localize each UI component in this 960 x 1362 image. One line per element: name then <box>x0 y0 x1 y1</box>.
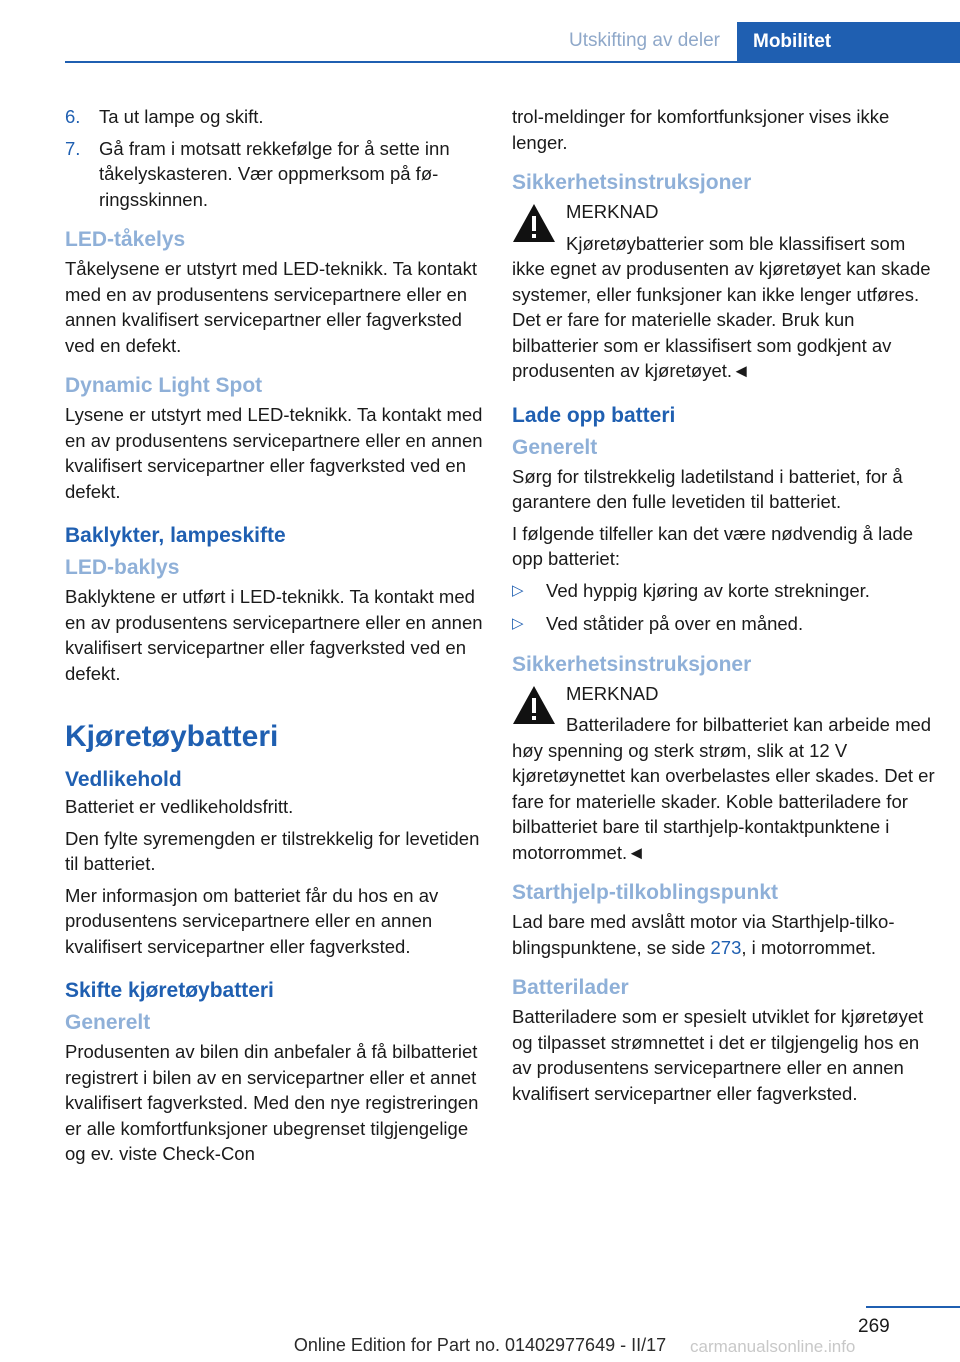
list-item <box>512 578 936 604</box>
heading-safety: Sikkerhetsinstruksjoner <box>512 171 752 194</box>
heading-battery-charger: Batterilader <box>512 976 629 999</box>
heading-led-fog: LED-tåkelys <box>65 228 186 251</box>
heading-general: Generelt <box>512 435 598 459</box>
list-item <box>512 611 936 637</box>
paragraph: Tåkelysene er utstyrt med LED-teknikk. Ta kontakt med en av produsentens servicepartnere eller en annen kvalifisert servicepartner eller fagverksted ved en defekt. <box>65 258 477 356</box>
footer-edition: Online Edition for Part no. 01402977649 - II/17 <box>293 1335 667 1355</box>
paragraph: Produsenten av bilen din anbefaler å få bilbatteriet registrert i bilen av en servicepartner eller et annet kvalifisert fagverksted. Med den nye registreringen er alle komfortfunksjoner ubegrenset tilgjengelige og ev. viste Check-Con <box>65 1041 479 1164</box>
paragraph <box>512 909 936 960</box>
paragraph: Mer informasjon om batteriet får du hos en av produsentens servicepartnere eller en annen kvalifisert servicepartner eller fagverksted. <box>65 884 439 957</box>
header-chapter-tab: Mobilitet <box>737 22 960 62</box>
page-number: 269 <box>858 1316 890 1337</box>
bullet-text: Ved ståtider på over en måned. <box>546 613 804 634</box>
paragraph: Batteriladere som er spesielt utviklet for kjøretøyet og tilpasset strømnettet i det er tilgjengelig hos en av produsentens servicepartnere eller en annen kvalifisert servicepartner eller fagverksted. <box>512 1006 924 1104</box>
step-number: 7. <box>65 137 81 159</box>
warning-text: Kjøretøybatterier som ble klassifisert som ikke egnet av produsenten av kjøretøyet kan skade systemer, eller funksjoner kan ikke lenger utføres. Det er fare for materielle skader. Bruk kun bilbatterier som er klassifisert som godkjent av produsenten av kjøretøyet.◄ <box>512 232 931 381</box>
steps-list <box>65 104 483 212</box>
warning-triangle-icon <box>512 203 556 243</box>
heading-dynamic-light-spot: Dynamic Light Spot <box>65 374 263 397</box>
heading-charge-battery: Lade opp batteri <box>512 403 676 427</box>
jump-text-after: , i motorrommet. <box>741 936 877 958</box>
paragraph: I følgende tilfeller kan det være nødvendig å lade opp batteriet: <box>512 522 914 569</box>
warning-label: MERKNAD <box>566 201 659 222</box>
list-item <box>65 136 483 213</box>
warning-box <box>512 681 936 866</box>
section-title-battery: Kjøretøybatteri <box>65 720 279 753</box>
step-text: Ta ut lampe og skift. <box>99 106 264 127</box>
heading-jump-start: Starthjelp-tilkoblingspunkt <box>512 881 778 904</box>
step-text: Gå fram i motsatt rekkefølge for å sette inn tåkelyskasteren. Vær oppmerksom på føringsskinnen. <box>99 137 450 210</box>
footer-rule <box>866 1306 960 1308</box>
warning-text: Batteriladere for bilbatteriet kan arbeide med høy spenning og sterk strøm, slik at 12 V kjøretøynettet kan overbelastes eller skades. Det er fare for materielle skader. Koble batteriladere for bilbatteriet bare til starthjelp-kontaktpunktene i motorrommet.◄ <box>512 714 935 863</box>
page-reference-link[interactable]: 273 <box>710 936 742 958</box>
header-section-title: Utskifting av deler <box>568 30 720 51</box>
paragraph: Lysene er utstyrt med LED-teknikk. Ta kontakt med en av produsentens servicepartnere eller en annen kvalifisert servicepartner eller fagverksted ved en defekt. <box>65 404 483 502</box>
paragraph: Sørg for tilstrekkelig ladetilstand i batteriet, for å garantere den fulle levetiden til batteriet. <box>512 465 903 512</box>
warning-triangle-icon <box>512 685 556 725</box>
heading-maintenance: Vedlikehold <box>65 768 182 791</box>
heading-rear-lights: Baklykter, lampeskifte <box>65 524 286 547</box>
heading-safety: Sikkerhetsinstruksjoner <box>512 652 752 676</box>
watermark: carmanualsonline.info <box>690 1337 856 1356</box>
paragraph: Den fylte syremengden er tilstrekkelig for levetiden til batteriet. <box>65 827 480 874</box>
warning-label: MERKNAD <box>566 682 659 704</box>
left-column <box>65 104 483 1173</box>
bullet-triangle-icon: ▷ <box>512 581 524 599</box>
jump-text-before: Lad bare med avslått motor via Starthjelp-tilkoblingspunktene, se side <box>512 911 895 958</box>
bullet-text: Ved hyppig kjøring av korte strekninger. <box>546 579 870 601</box>
paragraph: Batteriet er vedlikeholdsfritt. <box>65 796 294 817</box>
list-item <box>65 104 483 130</box>
page-header <box>0 0 960 62</box>
step-number: 6. <box>65 106 81 127</box>
warning-box <box>512 199 936 384</box>
header-rule <box>65 61 960 63</box>
bullet-triangle-icon: ▷ <box>512 615 524 632</box>
right-column <box>512 104 936 1112</box>
heading-replace-battery: Skifte kjøretøybatteri <box>65 979 274 1002</box>
bullet-list <box>512 578 936 637</box>
paragraph: Baklyktene er utført i LED-teknikk. Ta kontakt med en av produsentens servicepartnere eller en annen kvalifisert servicepartner eller fagverksted ved en defekt. <box>65 586 483 684</box>
paragraph: trol-meldinger for komfortfunksjoner vises ikke lenger. <box>512 106 890 153</box>
heading-general: Generelt <box>65 1011 151 1034</box>
heading-led-rear: LED-baklys <box>65 556 180 579</box>
